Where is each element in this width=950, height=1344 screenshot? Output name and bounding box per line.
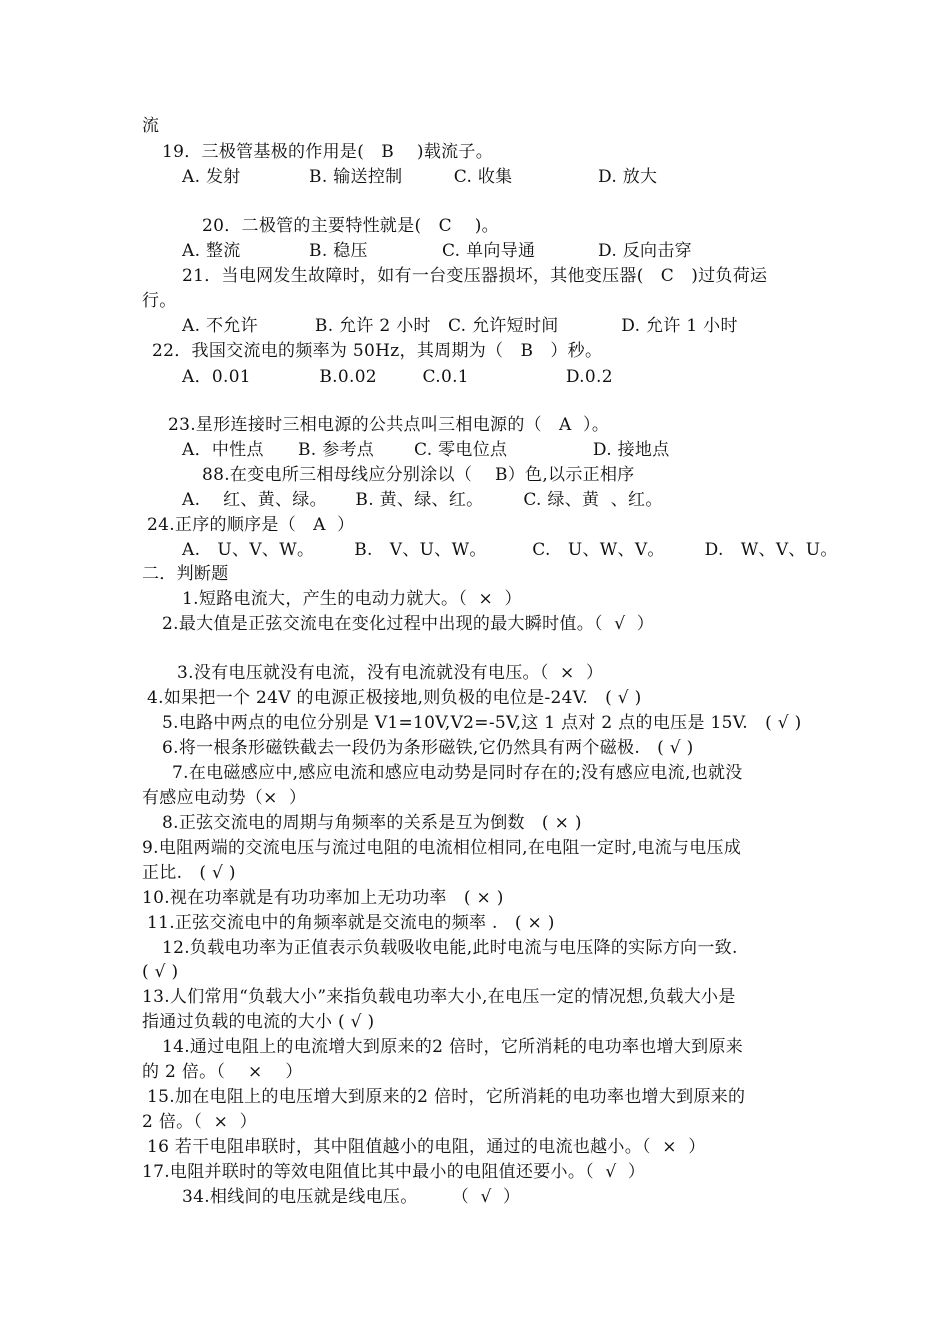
section-heading: 二．判断题 bbox=[142, 564, 229, 584]
judge-9: 9.电阻两端的交流电压与流过电阻的电流相位相同,在电阻一定时,电流与电压成 bbox=[142, 838, 742, 858]
question-24-options: A. U、V、W。 B. V、U、W。 C. U、W、V。 D. W、V、U。 bbox=[182, 540, 838, 560]
judge-7: 7.在电磁感应中,感应电流和感应电动势是同时存在的;没有感应电流,也就没 bbox=[172, 763, 743, 783]
judge-2: 2.最大值是正弦交流电在变化过程中出现的最大瞬时值。（ √ ） bbox=[162, 614, 655, 634]
question-23-options: A．中性点 B. 参考点 C. 零电位点 D. 接地点 bbox=[182, 440, 670, 460]
judge-34: 34.相线间的电压就是线电压。 （ √ ） bbox=[182, 1187, 521, 1207]
judge-10: 10.视在功率就是有功功率加上无功功率 ( × ) bbox=[142, 888, 504, 908]
question-21: 21．当电网发生故障时，如有一台变压器损坏，其他变压器( C )过负荷运 bbox=[182, 266, 768, 286]
question-22: 22．我国交流电的频率为 50Hz，其周期为（ B ）秒。 bbox=[152, 341, 603, 361]
question-20-options: A. 整流 B. 稳压 C. 单向导通 D. 反向击穿 bbox=[182, 241, 692, 261]
judge-12-continued: ( √ ) bbox=[142, 962, 179, 982]
judge-4: 4.如果把一个 24V 的电源正极接地,则负极的电位是-24V. ( √ ) bbox=[147, 688, 642, 708]
text-line: 流 bbox=[142, 116, 160, 136]
question-24: 24.正序的顺序是（ A ） bbox=[147, 515, 355, 535]
judge-7-continued: 有感应电动势（× ） bbox=[142, 788, 307, 808]
judge-12: 12.负载电功率为正值表示负载吸收电能,此时电流与电压降的实际方向一致. bbox=[162, 938, 738, 958]
question-19: 19．三极管基极的作用是( B )载流子。 bbox=[162, 142, 494, 162]
judge-16: 16 若干电阻串联时，其中阻值越小的电阻，通过的电流也越小。（ × ） bbox=[147, 1137, 706, 1157]
judge-14: 14.通过电阻上的电流增大到原来的2 倍时，它所消耗的电功率也增大到原来 bbox=[162, 1037, 744, 1057]
question-21-continued: 行。 bbox=[142, 291, 177, 311]
question-19-options: A. 发射 B. 输送控制 C. 收集 D. 放大 bbox=[182, 167, 658, 187]
question-88: 88.在变电所三相母线应分别涂以（ B）色,以示正相序 bbox=[202, 465, 635, 485]
question-88-options: A. 红、黄、绿。 B. 黄、绿、红。 C. 绿、黄 、红。 bbox=[182, 490, 663, 510]
judge-14-continued: 的 2 倍。（ × ） bbox=[142, 1062, 303, 1082]
judge-17: 17.电阻并联时的等效电阻值比其中最小的电阻值还要小。（ √ ） bbox=[142, 1162, 646, 1182]
question-23: 23.星形连接时三相电源的公共点叫三相电源的（ A ）。 bbox=[168, 415, 610, 435]
question-20: 20．二极管的主要特性就是( C )。 bbox=[202, 216, 499, 236]
question-22-options: A．0.01 B.0.02 C.0.1 D.0.2 bbox=[182, 367, 613, 387]
judge-8: 8.正弦交流电的周期与角频率的关系是互为倒数 ( × ) bbox=[162, 813, 582, 833]
judge-13: 13.人们常用“负载大小”来指负载电功率大小,在电压一定的情况想,负载大小是 bbox=[142, 987, 736, 1007]
judge-9-continued: 正比. ( √ ) bbox=[142, 863, 236, 883]
judge-15-continued: 2 倍。（ × ） bbox=[142, 1112, 257, 1132]
judge-3: 3.没有电压就没有电流，没有电流就没有电压。（ × ） bbox=[177, 663, 604, 683]
judge-6: 6.将一根条形磁铁截去一段仍为条形磁铁,它仍然具有两个磁极. ( √ ) bbox=[162, 738, 694, 758]
judge-5: 5.电路中两点的电位分别是 V1=10V,V2=-5V,这 1 点对 2 点的电压是 15V. ( √ ) bbox=[162, 713, 802, 733]
judge-11: 11.正弦交流电中的角频率就是交流电的频率 . ( × ) bbox=[147, 913, 555, 933]
judge-15: 15.加在电阻上的电压增大到原来的2 倍时，它所消耗的电功率也增大到原来的 bbox=[147, 1087, 746, 1107]
question-21-options: A. 不允许 B. 允许 2 小时 C. 允许短时间 D. 允许 1 小时 bbox=[182, 316, 738, 336]
judge-13-continued: 指通过负载的电流的大小 ( √ ) bbox=[142, 1012, 375, 1032]
judge-1: 1.短路电流大，产生的电动力就大。（ × ） bbox=[182, 589, 522, 609]
